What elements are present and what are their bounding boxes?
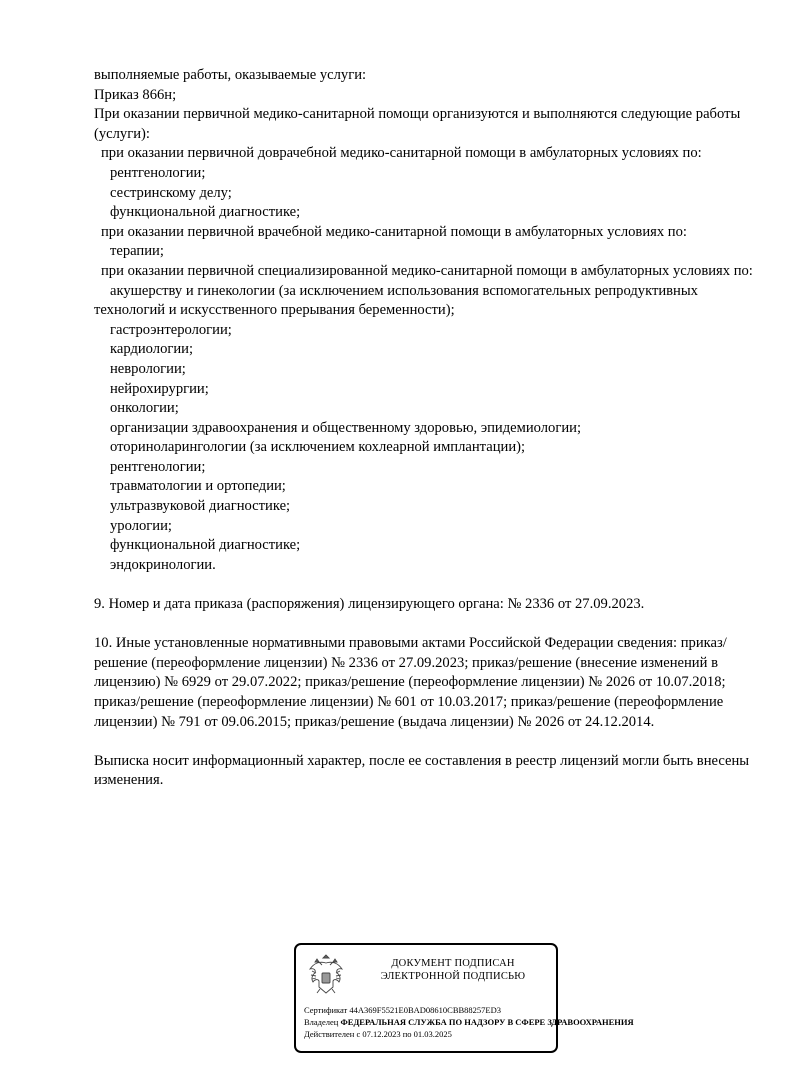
list-item: акушерству и гинекологии (за исключением использования вспомогательных репродуктивных технологий и искусственного прерывания беременности); bbox=[94, 282, 698, 319]
other-info-paragraph: 10. Иные установленные нормативными правовыми актами Российской Федерации сведения: приказ/решение (переоформление лицензии) № 2336 от 27.09.2023; приказ/решение (внесение изменений в лицензию) № 6929 от 29.07.2022; приказ/решение (переоформление лицензии) № 2026 от 10.07.2018; приказ/решение (переоформление лицензии) № 601 от 10.03.2017; приказ/решение (переоформление лицензии) № 791 от 09.06.2015; приказ/решение (выдача лицензии) № 2026 от 24.12.2014. bbox=[94, 635, 727, 730]
owner-row bbox=[304, 1016, 634, 1028]
list-item: гастроэнтерологии; bbox=[110, 321, 232, 338]
list-item: оториноларингологии (за исключением кохлеарной имплантации); bbox=[110, 439, 526, 456]
validity-period: Действителен с 07.12.2023 по 01.03.2025 bbox=[304, 1029, 452, 1039]
list-item: рентгенологии; bbox=[110, 164, 206, 181]
owner-name: ФЕДЕРАЛЬНАЯ СЛУЖБА ПО НАДЗОРУ В СФЕРЕ ЗДРАВООХРАНЕНИЯ bbox=[340, 1017, 634, 1027]
coat-of-arms-icon bbox=[306, 951, 346, 997]
text-paragraph: При оказании первичной медико-санитарной помощи организуются и выполняются следующие работы (услуги): bbox=[94, 106, 741, 142]
list-item: ультразвуковой диагностике; bbox=[110, 498, 291, 515]
stamp-title: ДОКУМЕНТ ПОДПИСАН ЭЛЕКТРОННОЙ ПОДПИСЬЮ bbox=[380, 958, 526, 982]
electronic-signature-stamp bbox=[294, 943, 634, 1053]
list-item: кардиологии; bbox=[110, 341, 194, 358]
list-item: эндокринологии. bbox=[110, 556, 216, 573]
text-line: Приказ 866н; bbox=[94, 86, 177, 103]
list-item: нейрохирургии; bbox=[110, 380, 209, 397]
list-item: урологии; bbox=[110, 517, 172, 534]
section-heading: при оказании первичной специализированной медико-санитарной помощи в амбулаторных условиях по: bbox=[101, 262, 753, 279]
list-item: онкологии; bbox=[110, 400, 179, 417]
list-item: неврологии; bbox=[110, 360, 186, 377]
list-item: функциональной диагностике; bbox=[110, 204, 301, 221]
list-item: сестринскому делу; bbox=[110, 184, 232, 201]
list-item: терапии; bbox=[110, 243, 164, 260]
stamp-details bbox=[304, 1004, 634, 1040]
list-item: функциональной диагностике; bbox=[110, 537, 301, 554]
list-item: травматологии и ортопедии; bbox=[110, 478, 286, 495]
list-item: рентгенологии; bbox=[110, 458, 206, 475]
document-body bbox=[94, 66, 764, 791]
disclaimer-note: Выписка носит информационный характер, после ее составления в реестр лицензий могли быть внесены изменения. bbox=[94, 752, 750, 789]
order-number-item: 9. Номер и дата приказа (распоряжения) лицензирующего органа: № 2336 от 27.09.2023. bbox=[94, 596, 645, 613]
certificate-number: Сертификат 44A369F5521E0BAD08610CBB88257ED3 bbox=[304, 1005, 501, 1015]
section-heading: при оказании первичной доврачебной медико-санитарной помощи в амбулаторных условиях по: bbox=[101, 145, 702, 162]
text-line: выполняемые работы, оказываемые услуги: bbox=[94, 67, 367, 83]
list-item: организации здравоохранения и общественному здоровью, эпидемиологии; bbox=[110, 419, 582, 436]
owner-label: Владелец bbox=[304, 1017, 339, 1027]
section-heading: при оказании первичной врачебной медико-санитарной помощи в амбулаторных условиях по: bbox=[101, 223, 687, 240]
